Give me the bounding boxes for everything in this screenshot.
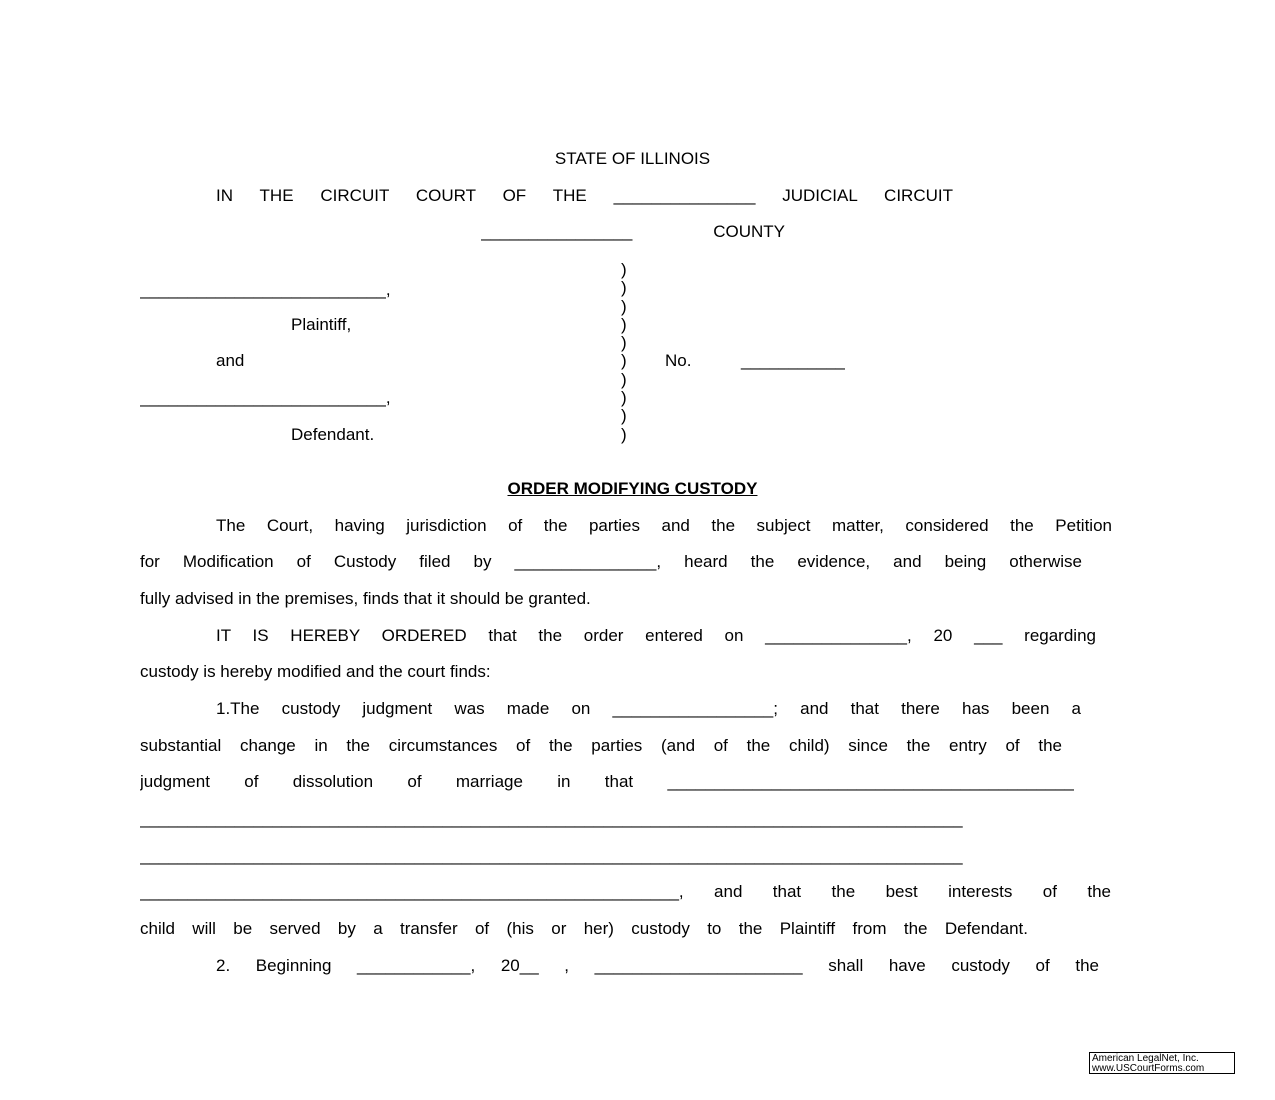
county-heading: ________________ COUNTY [481, 222, 785, 241]
body-line: _________________________________________________________, and that the best interests of the [140, 882, 1111, 901]
case-number-field: No. ___________ [665, 351, 845, 370]
body-line: custody is hereby modified and the court finds: [140, 662, 491, 681]
logo-line-2: www.USCourtForms.com [1092, 1063, 1205, 1074]
caption-paren: ) [621, 333, 627, 352]
defendant-label: Defendant. [291, 425, 375, 444]
caption-paren: ) [621, 351, 627, 370]
plaintiff-label: Plaintiff, [291, 315, 352, 334]
body-line: 2. Beginning ____________, 20__ , ______________________ shall have custody of the [216, 956, 1099, 975]
caption-paren: ) [621, 388, 627, 407]
caption-paren: ) [621, 260, 627, 279]
caption-paren: ) [621, 425, 627, 444]
body-line: judgment of dissolution of marriage in that ___________________________________________ [140, 772, 1074, 791]
body-blank-line: _______________________________________________________________________________________ [140, 809, 963, 828]
caption-paren: ) [621, 370, 627, 389]
logo-line-1: American LegalNet, Inc. [1092, 1053, 1199, 1064]
state-heading: STATE OF ILLINOIS [554, 149, 711, 168]
body-line: for Modification of Custody filed by _______________, heard the evidence, and being otherwise [140, 552, 1082, 571]
caption-paren: ) [621, 278, 627, 297]
and-label: and [216, 351, 245, 370]
caption-paren: ) [621, 297, 627, 316]
body-line: substantial change in the circumstances of the parties (and of the child) since the entry of the [140, 736, 1062, 755]
court-heading: IN THE CIRCUIT COURT OF THE _______________ JUDICIAL CIRCUIT [216, 186, 953, 205]
publisher-logo [1089, 1052, 1235, 1074]
caption-paren: ) [621, 315, 627, 334]
defendant-name-blank: __________________________, [140, 388, 391, 407]
body-line: 1.The custody judgment was made on _________________; and that there has been a [216, 699, 1081, 718]
caption-paren: ) [621, 406, 627, 425]
order-title: ORDER MODIFYING CUSTODY [507, 479, 758, 498]
body-line: child will be served by a transfer of (his or her) custody to the Plaintiff from the Defendant. [140, 919, 1028, 938]
body-line: The Court, having jurisdiction of the parties and the subject matter, considered the Petition [216, 516, 1112, 535]
plaintiff-name-blank: __________________________, [140, 280, 391, 299]
body-line: fully advised in the premises, finds that it should be granted. [140, 589, 591, 608]
body-blank-line: _______________________________________________________________________________________ [140, 846, 963, 865]
body-line: IT IS HEREBY ORDERED that the order entered on _______________, 20 ___ regarding [216, 626, 1096, 645]
